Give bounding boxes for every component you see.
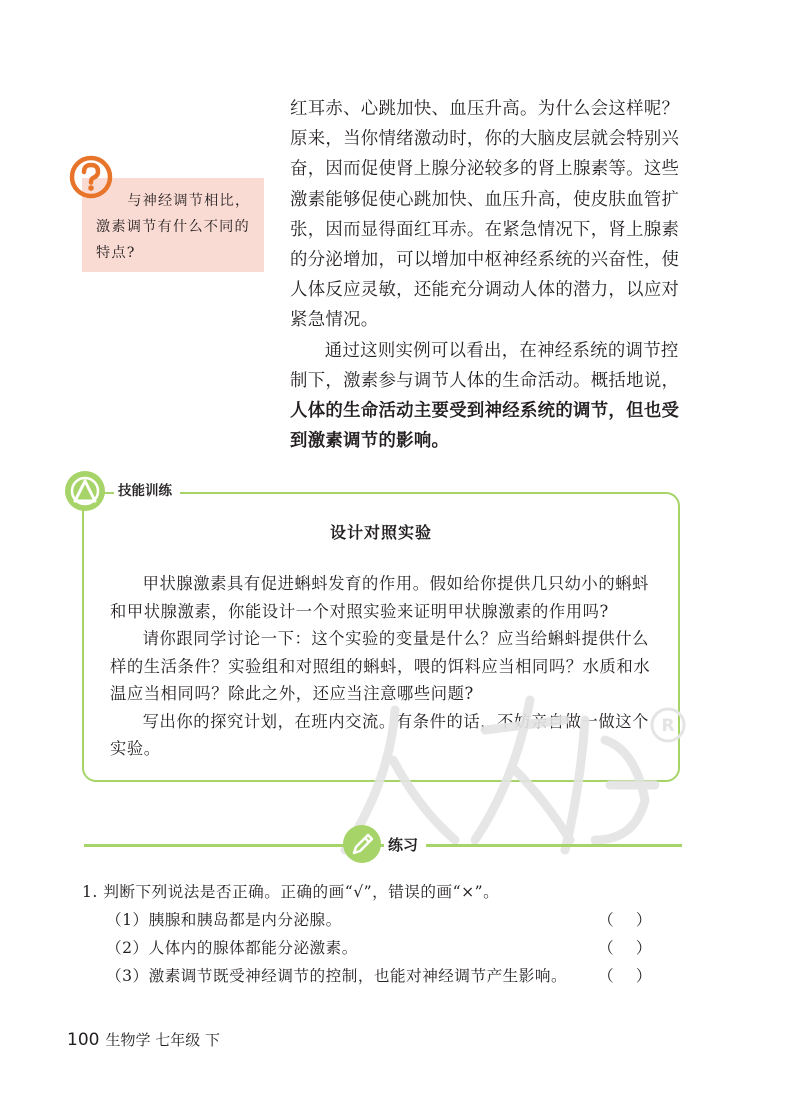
book-title: 生物学 七年级 下 <box>105 1031 220 1049</box>
skill-paragraph: 请你跟同学讨论一下：这个实验的变量是什么？应当给蝌蚪提供什么样的生活条件？实验组和对照组的蝌蚪，喂的饵料应当相同吗？水质和水温应当相同吗？除此之外，还应当注意哪些问题? <box>110 629 651 703</box>
page-number: 100 <box>67 1030 100 1050</box>
main-paragraph-2-regular: 通过这则实例可以看出，在神经系统的调节控制下，激素参与调节人体的生命活动。概括地说， <box>290 340 680 391</box>
answer-blank[interactable]: （ ） <box>597 967 652 985</box>
skill-paragraph: 甲状腺激素具有促进蝌蚪发育的作用。假如给你提供几只幼小的蝌蚪和甲状腺激素，你能设计一个对照实验来证明甲状腺激素的作用吗? <box>110 574 650 621</box>
exercise-pencil-icon <box>342 824 382 864</box>
exercise-question-1: 1. 判断下列说法是否正确。正确的画“√”，错误的画“×”。 <box>82 883 500 901</box>
answer-blank[interactable]: （ ） <box>597 939 652 957</box>
exercise-item <box>82 962 682 990</box>
skill-training-icon <box>64 470 106 512</box>
main-paragraph-2 <box>290 336 688 457</box>
main-text <box>290 94 688 456</box>
question-mark-icon <box>68 154 114 200</box>
exercise-item <box>82 934 682 962</box>
svg-text:R: R <box>661 716 675 736</box>
skill-training-label: 技能训练 <box>114 482 180 500</box>
main-paragraph-2-bold: 人体的生命活动主要受到神经系统的调节，但也受到激素调节的影响。 <box>290 401 680 452</box>
skill-training-title: 设计对照实验 <box>329 523 432 542</box>
answer-blank[interactable]: （ ） <box>597 911 652 929</box>
question-text: 与神经调节相比，激素调节有什么不同的特点? <box>96 193 251 261</box>
exercise-item-text: （1）胰腺和胰岛都是内分泌腺。 <box>106 911 342 929</box>
exercise-list <box>82 878 682 990</box>
exercise-item <box>82 906 682 934</box>
exercise-item-text: （3）激素调节既受神经调节的控制，也能对神经调节产生影响。 <box>106 967 568 985</box>
exercise-divider <box>84 844 682 847</box>
exercise-label: 练习 <box>384 836 426 854</box>
main-paragraph-1: 红耳赤、心跳加快、血压升高。为什么会这样呢？原来，当你情绪激动时，你的大脑皮层就会特别兴奋，因而促使肾上腺分泌较多的肾上腺素等。这些激素能够促使心跳加快、血压升高，使皮肤血管扩张，因而显得面红耳赤。在紧急情况下，肾上腺素的分泌增加，可以增加中枢神经系统的兴奋性，使人体反应灵敏，还能充分调动人体的潜力，以应对紧急情况。 <box>290 99 680 331</box>
skill-paragraph: 写出你的探究计划，在班内交流。有条件的话，不妨亲自做一做这个实验。 <box>110 711 650 758</box>
page-footer <box>67 1030 220 1050</box>
exercise-item-text: （2）人体内的腺体都能分泌激素。 <box>106 939 358 957</box>
